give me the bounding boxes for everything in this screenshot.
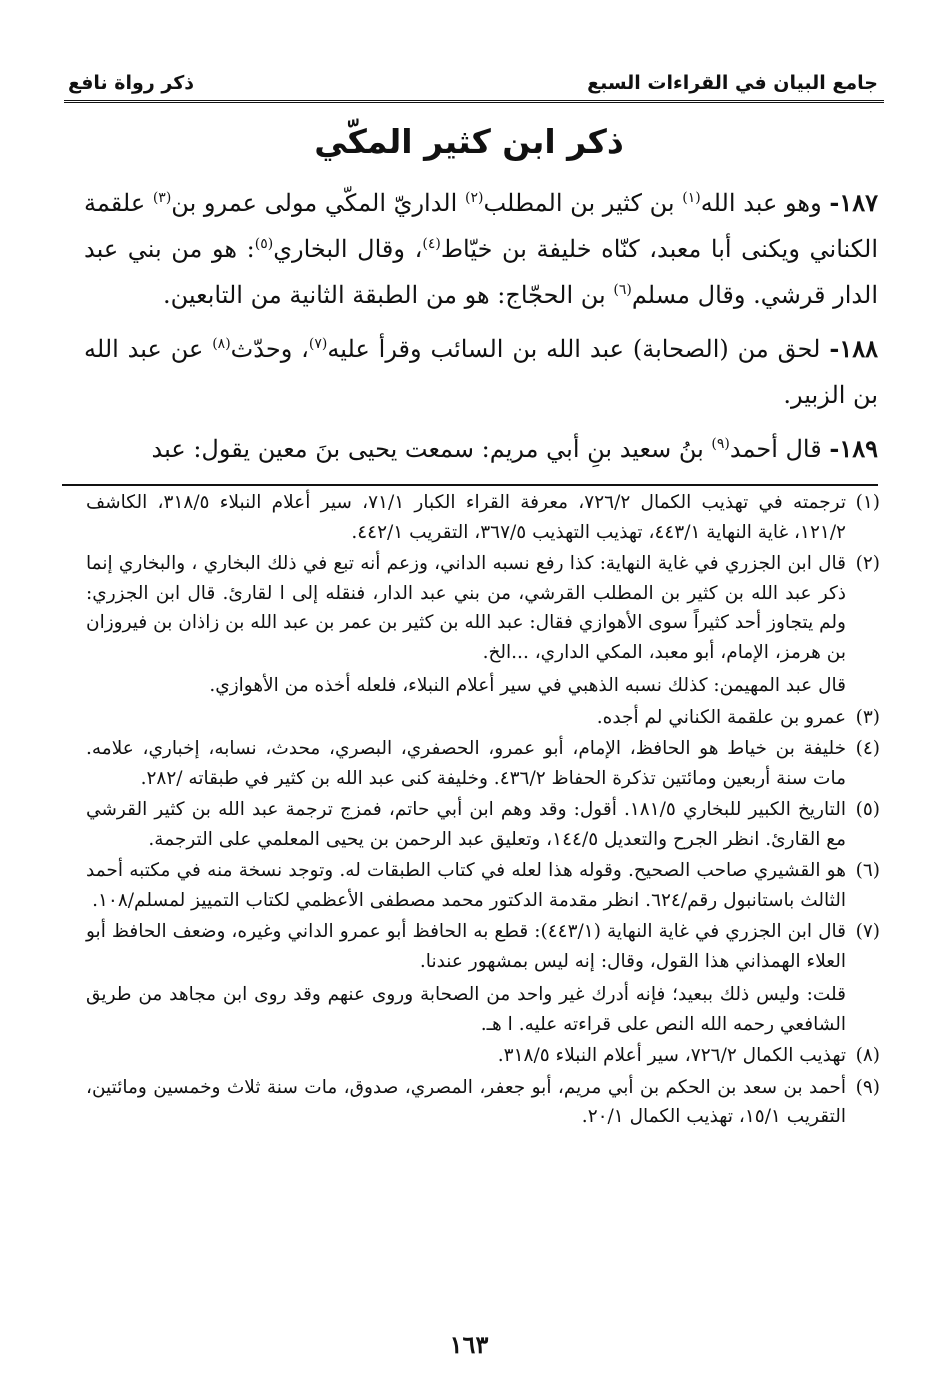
footnote-reference: (١) [682,190,701,206]
main-text [84,180,878,480]
section-title: ذكر رواة نافع [68,72,195,94]
footnote-label: (٤) [855,738,880,759]
paragraph-text: : هو من بني عبد الدار قرشي. وقال مسلم [84,235,878,309]
footnote-label: (٦) [855,860,880,881]
paragraph-number: ١٨٩- [829,434,878,463]
main-paragraph [84,326,878,418]
footnote-text: التاريخ الكبير للبخاري ١٨١/٥. أقول: وقد وهم ابن أبي حاتم، فمزج ترجمة عبد الله بن كثير القرشي مع القارئ. انظر الجرح والتعديل ١٤٤/٥، وتعليق عبد الرحمن بن يحيى المعلمي على الترجمة. [86,799,846,850]
paragraph-text: بن كثير بن المطلب [483,189,683,217]
footnote-text: قلت: وليس ذلك ببعيد؛ فإنه أدرك غير واحد من الصحابة وروى عنهم وقد روى ابن مجاهد من طريق الشافعي رحمه الله النص على قراءته عليه. ا هـ. [86,984,846,1035]
footnote-reference: (٨) [212,336,231,352]
paragraph-number: ١٨٨- [829,334,878,363]
footnote-text: قال عبد المهيمن: كذلك نسبه الذهبي في سير أعلام النبلاء، فلعله أخذه من الأهوازي. [209,675,846,696]
footnote-item [86,1041,880,1071]
footnote-body [86,1041,846,1071]
footnote-body [86,856,846,915]
footnote-text: أحمد بن سعد بن الحكم بن أبي مريم، أبو جعفر، المصري، صدوق، مات سنة ثلاث وخمسين ومائتين، التقريب ١٥/١، تهذيب الكمال ٢٠/١. [86,1076,846,1127]
page-number: ١٦٣ [449,1330,489,1359]
footnote-text: ترجمته في تهذيب الكمال ٧٢٦/٢، معرفة القراء الكبار ٧١/١، سير أعلام النبلاء ٣١٨/٥، الكاشف ١٢١/٢، غاية النهاية ٤٤٣/١، تهذيب التهذيب ٣٦٧/٥، التقريب ٤٤٢/١. [86,492,847,543]
footnote-reference: (٦) [613,282,632,298]
footnote-item [86,917,880,1039]
footnote-text: قال ابن الجزري في غاية النهاية: كذا رفع نسبه الداني، وزعم أنه تبع في ذلك البخاري ، والبخاري إنما ذكر عبد الله بن كثير بن المطلب القرشي، من بني عبد الدار، فنقله إلى ا لقارئ. قال ابن الجزري: ولم يتجاوز أحد كثيراً سوى الأهوازي فقال: عبد الله بن كثير بن عمر بن عبد الله بن زاذان بن فيروزان بن هرمز، الإمام، أبو معبد، المكي الداري، ...الخ. [86,553,846,663]
footnote-body [86,1073,846,1132]
footnote-reference: (٥) [254,236,274,252]
footnote-label: (٣) [855,706,880,728]
footnote-body [86,795,846,854]
footnote-text: خليفة بن خياط هو الحافظ، الإمام، أبو عمرو، الحصفري، البصري، محدث، نسابه، إخباري، علامه. مات سنة أربعين ومائتين تذكرة الحفاظ ٤٣٦/٢. وخليفة كنى عبد الله بن كثير في طبقاته /٢٨٢. [86,738,846,789]
footnote-label: (٨) [855,1045,880,1066]
footnote-reference: (٢) [464,190,484,206]
footnote-divider [62,484,878,486]
main-paragraph [84,426,878,472]
paragraph-text: ، وقال البخاري [273,235,423,263]
footnote-item [86,1073,880,1132]
paragraph-text: وهو عبد الله [700,189,822,217]
footnote-text: قال ابن الجزري في غاية النهاية (٤٤٣/١): قطع به الحافظ أبو عمرو الداني وغيره، وضعف الحافظ أبو العلاء الهمذاني هذا القول، وقال: إنه ليس بمشهور عندنا. [86,921,846,972]
paragraph-text: ، وحدّث [230,335,309,363]
footnote-body [86,488,846,547]
footnote-reference: (٧) [308,336,328,352]
paragraph-text: الداريّ المكّي مولى عمرو بن [171,189,465,217]
footnote-label: (٧) [855,921,880,942]
footnote-item [86,549,880,701]
footnote-body [86,549,846,701]
footnote-body [86,917,846,1039]
footnote-item [86,795,880,854]
book-title: جامع البيان في القراءات السبع [587,72,878,94]
footnote-reference: (٩) [711,436,730,452]
chapter-title: ذكر ابن كثير المكّي [314,122,624,161]
footnote-label: (١) [855,492,880,513]
footnote-text: هو القشيري صاحب الصحيح. وقوله هذا لعله في كتاب الطبقات له. وتوجد نسخة منه في مكتبه أحمد الثالث باستانبول رقم/٦٢٤. انظر مقدمة الدكتور محمد مصطفى الأعظمي لكتاب التمييز لمسلم/١٠٨. [86,860,846,911]
footnote-text: تهذيب الكمال ٧٢٦/٢، سير أعلام النبلاء ٣١٨/٥. [497,1045,846,1066]
main-paragraph [84,180,878,318]
paragraph-text: بن الحجّاج: هو من الطبقة الثانية من التابعين. [163,281,614,309]
footnote-item [86,488,880,547]
footnote-text: عمرو بن علقمة الكناني لم أجده. [596,706,846,728]
paragraph-text: علقمة الكناني ويكنى أبا معبد، كنّاه خليفة بن خيّاط [84,189,878,263]
footnote-label: (٥) [855,799,880,820]
footnote-item [86,703,880,733]
footnote-body [86,703,846,733]
footnote-body [86,734,846,793]
paragraph-number: ١٨٧- [829,188,878,217]
paragraph-text: قال أحمد [729,435,822,463]
paragraph-text: لحق من (الصحابة) عبد الله بن السائب وقرأ عليه [327,335,821,363]
footnote-label: (٩) [855,1076,880,1098]
footnote-item [86,734,880,793]
paragraph-text: عن عبد الله بن الزبير. [84,335,878,409]
footnote-reference: (٣) [152,190,172,206]
footnote-reference: (٤) [422,236,441,252]
footnotes [86,488,880,1134]
header-divider [64,100,884,103]
footnote-label: (٢) [855,553,880,574]
footnote-item [86,856,880,915]
running-header [68,60,878,94]
paragraph-text: بنُ سعيد بنِ أبي مريم: سمعت يحيى بنَ معين يقول: عبد [151,435,712,463]
